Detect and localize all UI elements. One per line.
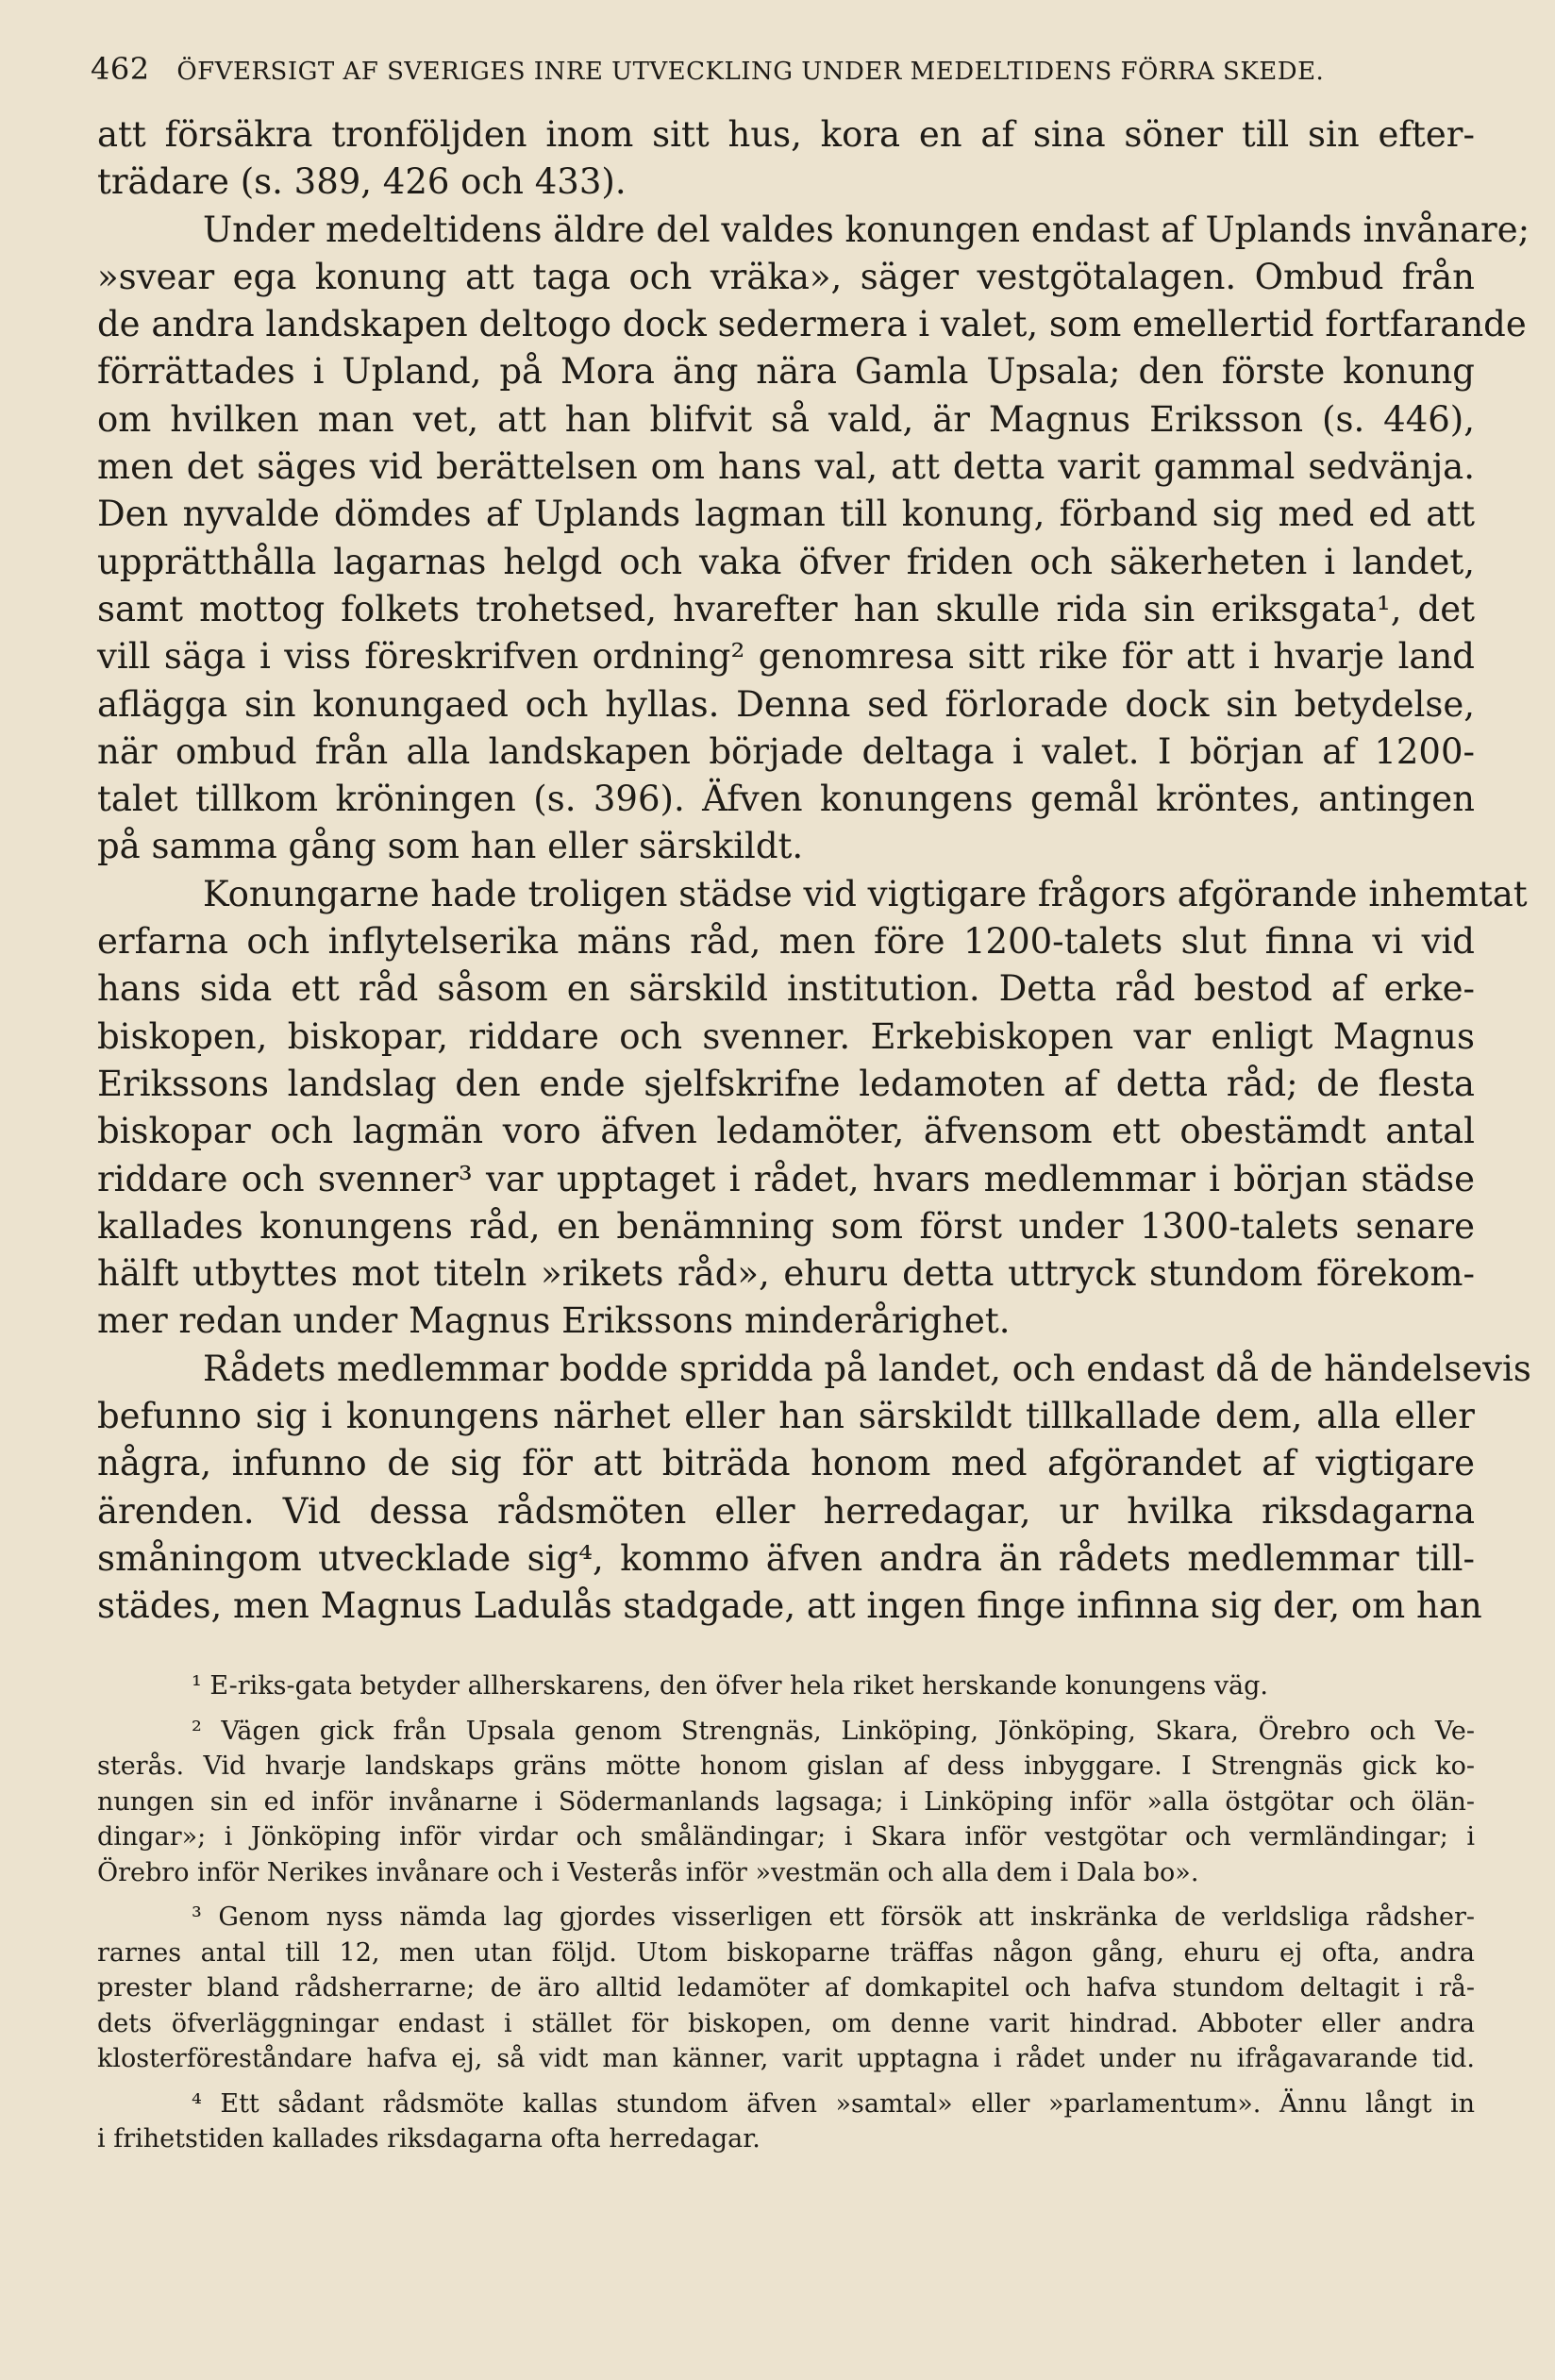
body-line: mer redan under Magnus Erikssons minderårighet. — [97, 1300, 1011, 1342]
body-line: Under medeltidens äldre del valdes konungen endast af Uplands invånare; — [203, 209, 1530, 250]
page-number: 462 — [91, 51, 150, 87]
body-line: samt mottog folkets trohetsed, hvarefter han skulle rida sin eriksgata¹, det — [97, 588, 1475, 629]
running-title: ÖFVERSIGT AF SVERIGES INRE UTVECKLING UNDER MEDELTIDENS FÖRRA SKEDE. — [176, 58, 1325, 86]
footnote — [97, 1668, 1475, 1704]
body-line: Den nyvalde dömdes af Uplands lagman till konung, förband sig med ed att — [97, 494, 1475, 535]
body-line: ärenden. Vid dessa rådsmöten eller herredagar, ur hvilka riksdagarna — [97, 1490, 1475, 1532]
body-line: hälft utbyttes mot titeln »rikets råd», ehuru detta uttryck stundom förekom- — [97, 1253, 1475, 1295]
footnotes — [97, 1668, 1475, 2167]
body-text — [97, 111, 1531, 1631]
body-line: talet tillkom kröningen (s. 396). Äfven konungens gemål kröntes, antingen — [97, 779, 1475, 820]
body-line: vill säga i viss föreskrifven ordning² genomresa sitt rike för att i hvarje land — [97, 636, 1475, 678]
body-line: biskopar och lagmän voro äfven ledamöter, äfvensom ett obestämdt antal — [97, 1111, 1475, 1152]
body-line: när ombud från alla landskapen började deltaga i valet. I början af 1200- — [97, 730, 1475, 772]
body-line: på samma gång som han eller särskildt. — [97, 826, 804, 867]
footnote — [97, 2087, 1475, 2157]
body-line: småningom utvecklade sig⁴, kommo äfven andra än rådets medlemmar till- — [97, 1537, 1475, 1579]
body-line: Erikssons landslag den ende sjelfskrifne ledamoten af detta råd; de flesta — [97, 1063, 1475, 1104]
body-line: men det säges vid berättelsen om hans val, att detta varit gammal sedvänja. — [97, 446, 1475, 488]
footnote — [97, 1900, 1475, 2077]
body-line: »svear ega konung att taga och vräka», säger vestgötalagen. Ombud från — [97, 256, 1475, 297]
body-line: Konungarne hade troligen städse vid vigtigare frågors afgörande inhemtat — [203, 873, 1528, 914]
footnote-line: ⁴ Ett sådant rådsmöte kallas stundom äfven »samtal» eller »parlamentum». Ännu långt in — [192, 2088, 1475, 2119]
body-line: erfarna och inflytelserika mäns råd, men före 1200-talets slut finna vi vid — [97, 921, 1475, 963]
body-line: aflägga sin konungaed och hyllas. Denna sed förlorade dock sin betydelse, — [97, 683, 1475, 725]
body-line: befunno sig i konungens närhet eller han särskildt tillkallade dem, alla eller — [97, 1396, 1475, 1437]
footnote-line: Örebro inför Nerikes invånare och i Vesterås inför »vestmän och alla dem i Dala bo». — [97, 1857, 1199, 1887]
footnote-line: i frihetstiden kallades riksdagarna ofta herredagar. — [97, 2124, 761, 2154]
footnote-line: prester bland rådsherrarne; de äro alltid ledamöter af domkapitel och hafva stundom deltagit i rå- — [97, 1973, 1475, 2003]
body-line: Rådets medlemmar bodde spridda på landet, och endast då de händelsevis — [203, 1348, 1531, 1389]
body-line: biskopen, biskopar, riddare och svenner. Erkebiskopen var enligt Magnus — [97, 1015, 1475, 1057]
body-line: några, infunno de sig för att biträda honom med afgörandet af vigtigare — [97, 1443, 1475, 1484]
body-line: riddare och svenner³ var upptaget i rådet, hvars medlemmar i början städse — [97, 1158, 1475, 1199]
body-line: städes, men Magnus Ladulås stadgade, att ingen finge infinna sig der, om han — [97, 1585, 1482, 1627]
footnote-line: ¹ E-riks-gata betyder allherskarens, den öfver hela riket herskande konungens väg. — [192, 1671, 1269, 1701]
body-line: hans sida ett råd såsom en särskild institution. Detta råd bestod af erke- — [97, 968, 1475, 1010]
body-line: att försäkra tronföljden inom sitt hus, kora en af sina söner till sin efter- — [97, 114, 1475, 155]
body-line: upprätthålla lagarnas helgd och vaka öfver friden och säkerheten i landet, — [97, 541, 1475, 582]
footnote-line: rarnes antal till 12, men utan följd. Utom biskoparne träffas någon gång, ehuru ej ofta, andra — [97, 1937, 1475, 1968]
footnote-line: dets öfverläggningar endast i stället för biskopen, om denne varit hindrad. Abboter eller andra — [97, 2008, 1475, 2038]
footnote-line: klosterföreståndare hafva ej, så vidt man känner, varit upptagna i rådet under nu ifrågavarande tid. — [97, 2044, 1475, 2073]
footnote-line: nungen sin ed inför invånarne i Södermanlands lagsaga; i Linköping inför »alla östgötar och ölän- — [97, 1786, 1475, 1817]
footnote-line: sterås. Vid hvarje landskaps gräns mötte honom gislan af dess inbyggare. I Strengnäs gick ko- — [97, 1751, 1475, 1781]
footnote — [97, 1714, 1475, 1891]
footnote-line: ² Vägen gick från Upsala genom Strengnäs, Linköping, Jönköping, Skara, Örebro och Ve- — [192, 1716, 1475, 1746]
body-line: trädare (s. 389, 426 och 433). — [97, 161, 627, 203]
footnote-line: dingar»; i Jönköping inför virdar och småländingar; i Skara inför vestgötar och vermländingar; i — [97, 1822, 1475, 1852]
body-line: förrättades i Upland, på Mora äng nära Gamla Upsala; den förste konung — [97, 351, 1475, 393]
body-line: kallades konungens råd, en benämning som först under 1300-talets senare — [97, 1205, 1475, 1247]
body-line: om hvilken man vet, att han blifvit så vald, är Magnus Eriksson (s. 446), — [97, 398, 1475, 440]
body-line: de andra landskapen deltogo dock sedermera i valet, som emellertid fortfarande — [97, 304, 1527, 345]
running-header — [91, 51, 1478, 89]
footnote-line: ³ Genom nyss nämda lag gjordes visserligen ett försök att inskränka de verldsliga rådsher- — [192, 1902, 1475, 1932]
